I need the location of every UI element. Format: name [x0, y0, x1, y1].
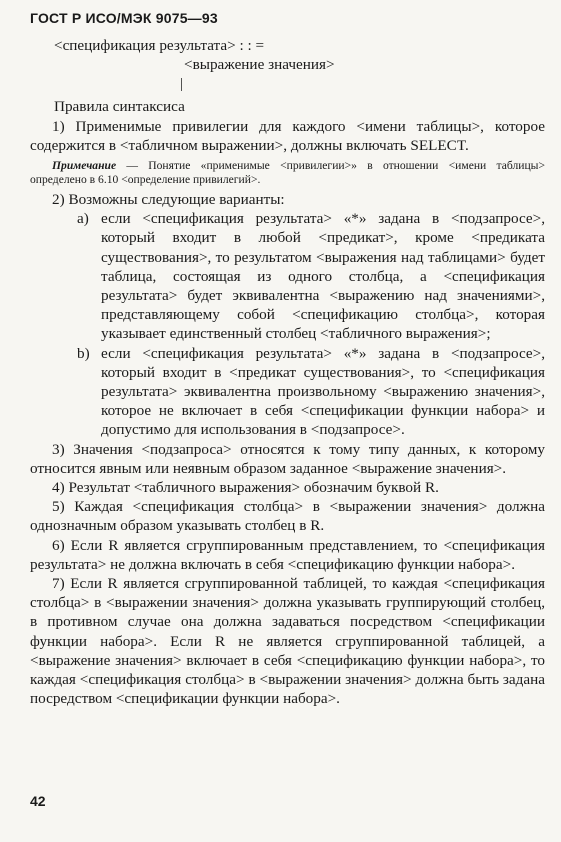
- rule-2a: [30, 209, 545, 343]
- document-body: [30, 36, 545, 709]
- rule-2a-text: если <спецификация результата> «*» задана в <подзапросе>, который входит в любой <предикат>, кроме <предиката существования>, то результатом <выражения над таблицами> будет таблица, состоящая из одного столбца, а <спецификация результата> будет эквивалентна <выражению над значениями>, представляющему собой <спецификацию столбца>, которая указывает единственный столбец <табличного выражения>;: [101, 210, 545, 343]
- rule-2b-text: если <спецификация результата> «*» задана в <подзапросе>, который входит в <предикат существования>, то <спецификация результата> эквивалентна произвольному <выражению значения>, которое не включает в себя <спецификации функции набора> и допустимо для использования в <подзапросе>.: [101, 344, 545, 439]
- bnf-line-3: |: [180, 75, 184, 93]
- page-number: 42: [30, 793, 46, 809]
- rule-7: 7) Если R является сгруппированной таблицей, то каждая <спецификация столбца> в <выражении значения> должна указывать группирующий столбец, в противном случае она должна задаваться посредством <спецификации функции набора>. Если R не является сгруппированной таблицей, а <выражение значения> включает в себя <спецификацию функции набора>, то каждая <спецификация столбца> в <выражении значения> должна быть задана посредством <спецификации функции набора>.: [30, 575, 545, 708]
- bnf-line-2: <выражение значения>: [184, 56, 335, 74]
- section-title: Правила синтаксиса: [54, 98, 185, 116]
- rule-2b: [30, 344, 545, 440]
- bnf-definition: [30, 36, 545, 93]
- rule-2-intro: 2) Возможны следующие варианты:: [52, 191, 285, 209]
- rule-1: 1) Применимые привилегии для каждого <имени таблицы>, которое содержится в <табличном выражении>, должны включать SELECT.: [30, 117, 545, 154]
- rule-2a-marker: a): [77, 210, 89, 228]
- bnf-line-1: <спецификация результата> : : =: [54, 37, 265, 54]
- rule-4: 4) Результат <табличного выражения> обозначим буквой R.: [52, 479, 439, 497]
- rule-6: 6) Если R является сгруппированным представлением, то <спецификация результата> не должна включать в себя <спецификацию функции набора>.: [30, 536, 545, 573]
- rule-3: 3) Значения <подзапроса> относятся к тому типу данных, к которому относится явным или неявным образом заданное <выражение значения>.: [30, 440, 545, 477]
- note-text: — Понятие «применимые <привилегии>» в отношении <имени таблицы> определено в 6.10 <определение привилегий>.: [30, 159, 545, 187]
- note-lead: Примечание: [52, 159, 117, 173]
- note: [30, 159, 545, 187]
- rule-5: 5) Каждая <спецификация столбца> в <выражении значения> должна однозначным образом указывать столбец в R.: [30, 498, 545, 535]
- standard-header: ГОСТ Р ИСО/МЭК 9075—93: [30, 10, 218, 26]
- rule-2b-marker: b): [77, 344, 90, 362]
